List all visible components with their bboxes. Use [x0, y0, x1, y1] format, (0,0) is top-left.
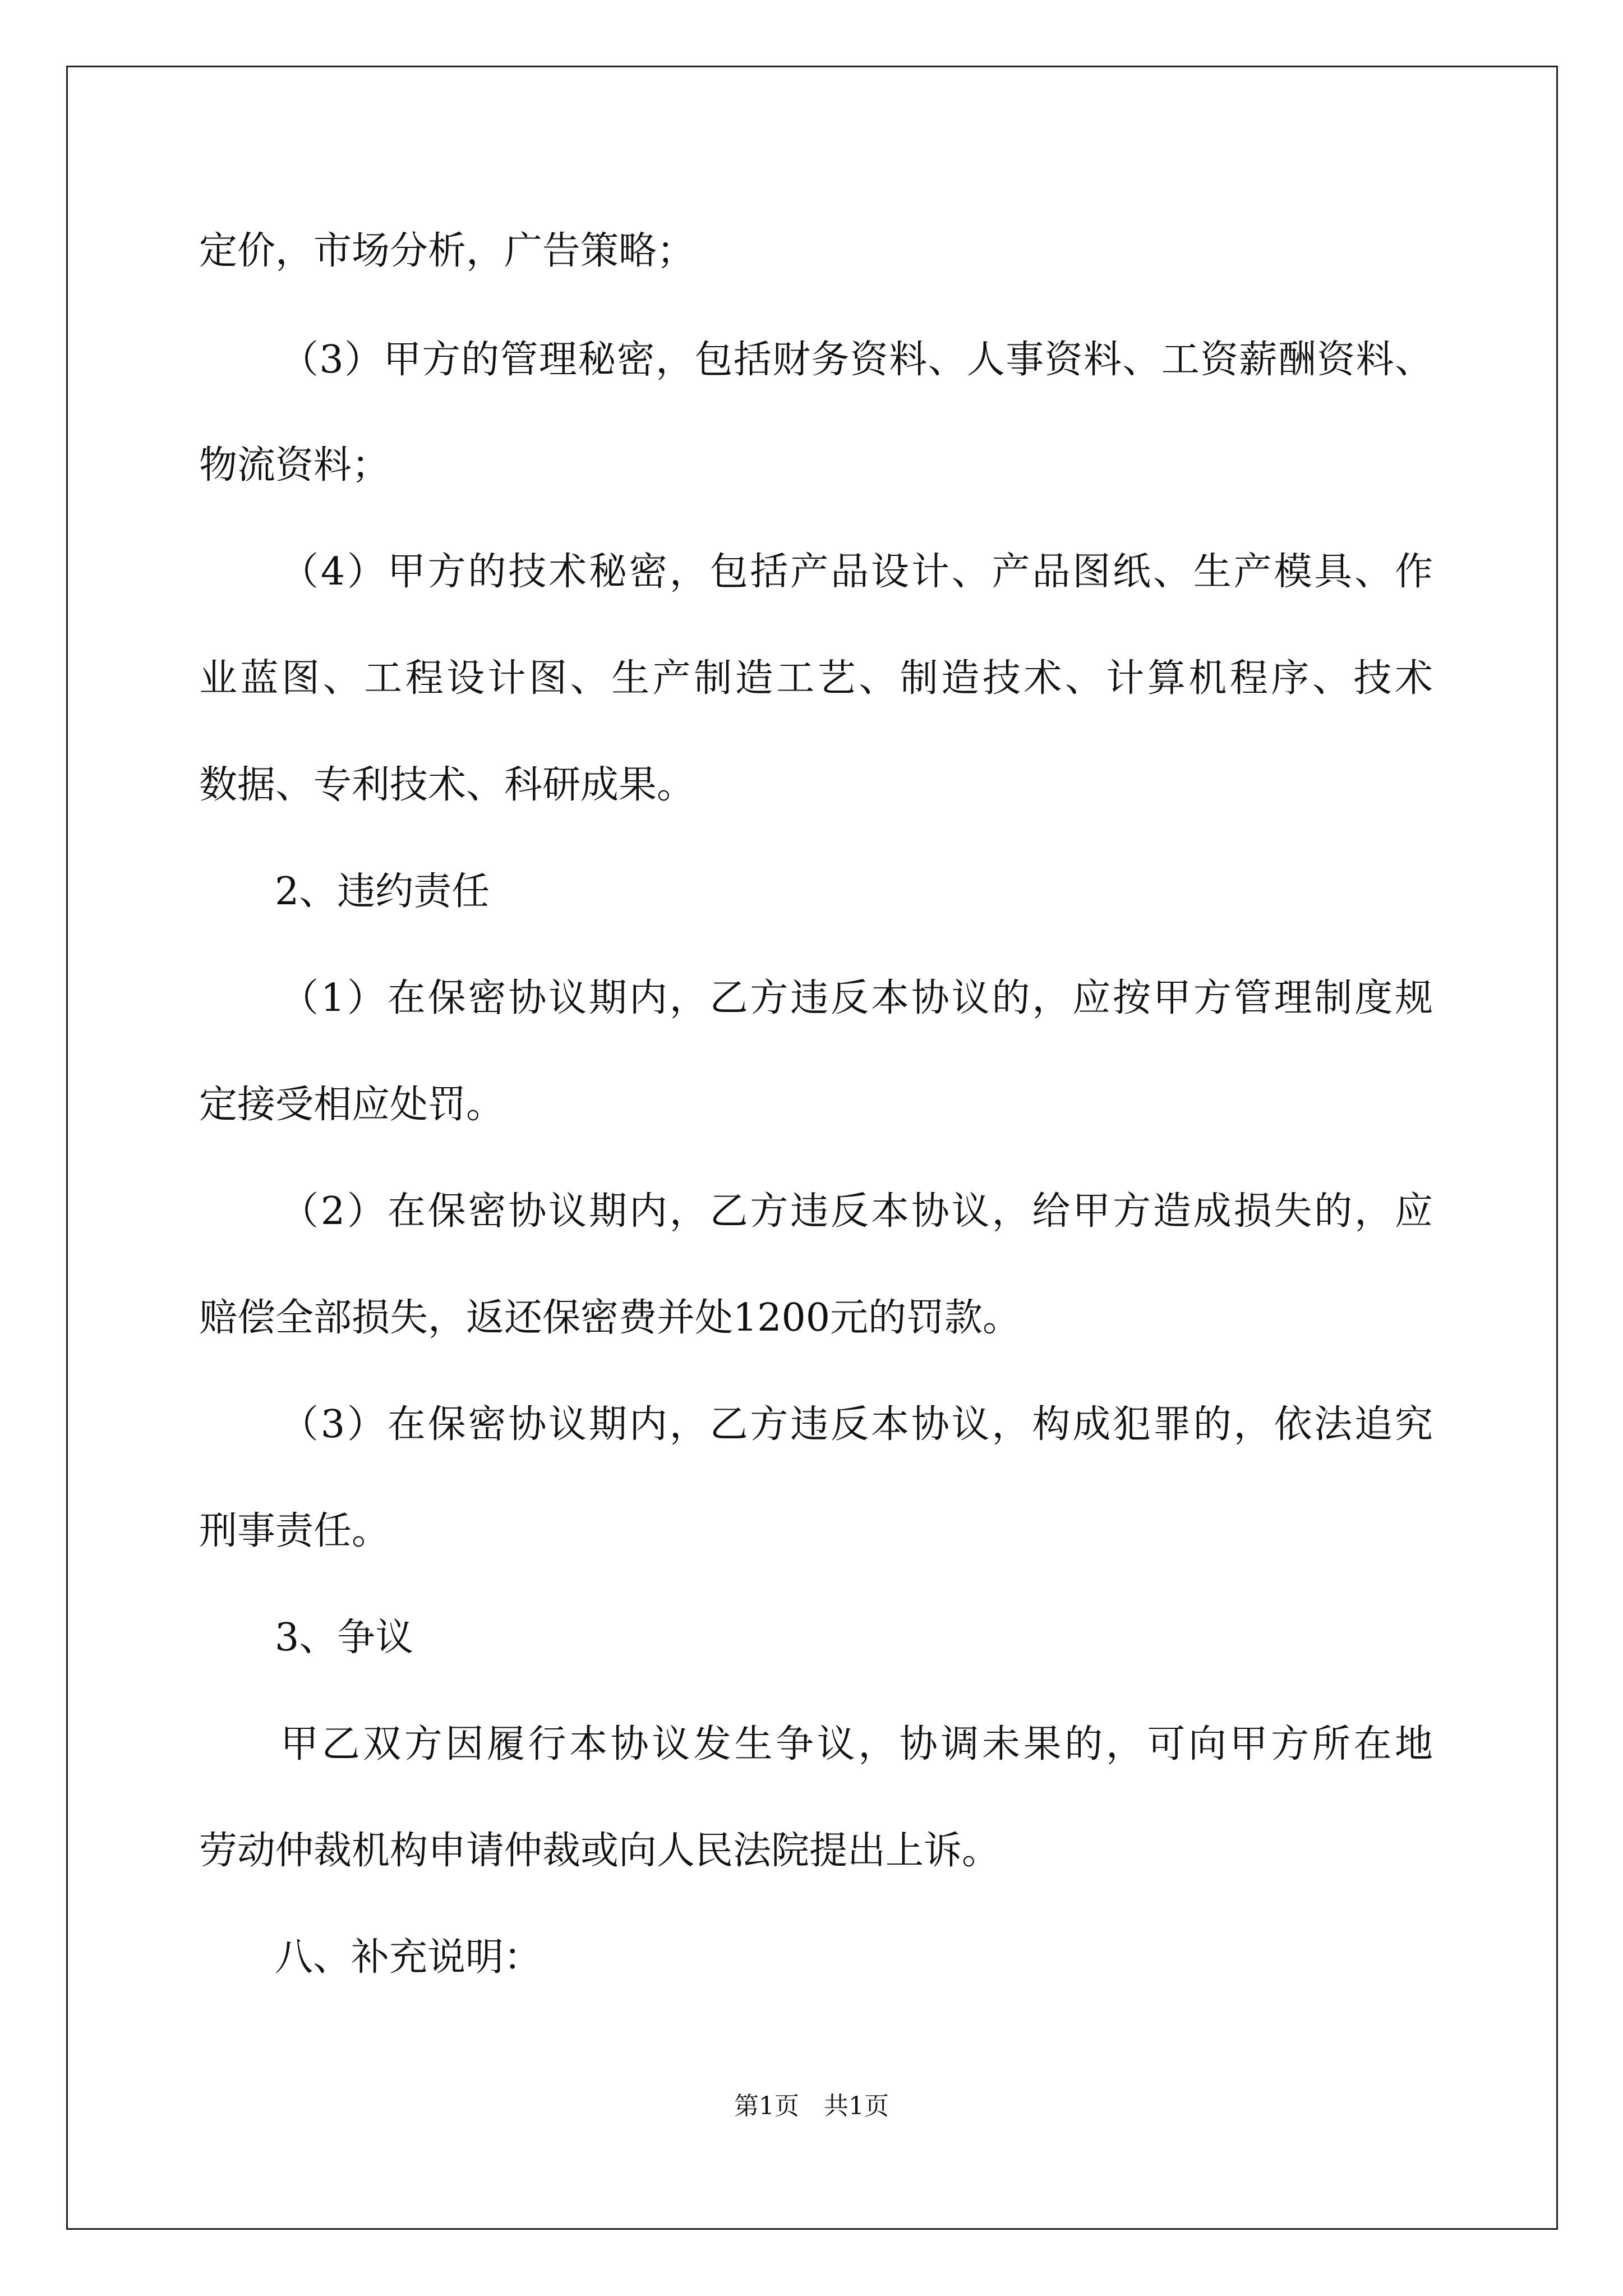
text-line: 赔偿全部损失，返还保密费并处1200元的罚款。	[199, 1296, 1021, 1340]
text-line: 定接受相应处罚。	[199, 1083, 505, 1127]
text-line: 定价，市场分析，广告策略；	[199, 229, 695, 273]
text-line: （1）在保密协议期内，乙方违反本协议的，应按甲方管理制度规	[280, 976, 1433, 1020]
section-heading: 3、争议	[275, 1616, 414, 1660]
text-line: （3）甲方的管理秘密，包括财务资料、人事资料、工资薪酬资料、	[280, 338, 1433, 382]
text-line: 数据、专利技术、科研成果。	[199, 763, 695, 807]
text-line: 物流资料；	[199, 443, 390, 487]
section-heading: 八、补充说明：	[275, 1935, 542, 1980]
page-footer: 第1页 共1页	[734, 2092, 889, 2120]
page-border	[66, 66, 1558, 2230]
text-line: 业蓝图、工程设计图、生产制造工艺、制造技术、计算机程序、技术	[199, 656, 1433, 701]
text-line: 刑事责任。	[199, 1509, 390, 1553]
text-line: 甲乙双方因履行本协议发生争议，协调未果的，可向甲方所在地	[280, 1722, 1433, 1766]
text-line: 劳动仲裁机构申请仲裁或向人民法院提出上诉。	[199, 1829, 1000, 1873]
section-heading: 2、违约责任	[275, 869, 490, 914]
text-line: （3）在保密协议期内，乙方违反本协议，构成犯罪的，依法追究	[280, 1402, 1433, 1447]
text-line: （2）在保密协议期内，乙方违反本协议，给甲方造成损失的，应	[280, 1189, 1433, 1234]
text-line: （4）甲方的技术秘密，包括产品设计、产品图纸、生产模具、作	[280, 550, 1433, 594]
